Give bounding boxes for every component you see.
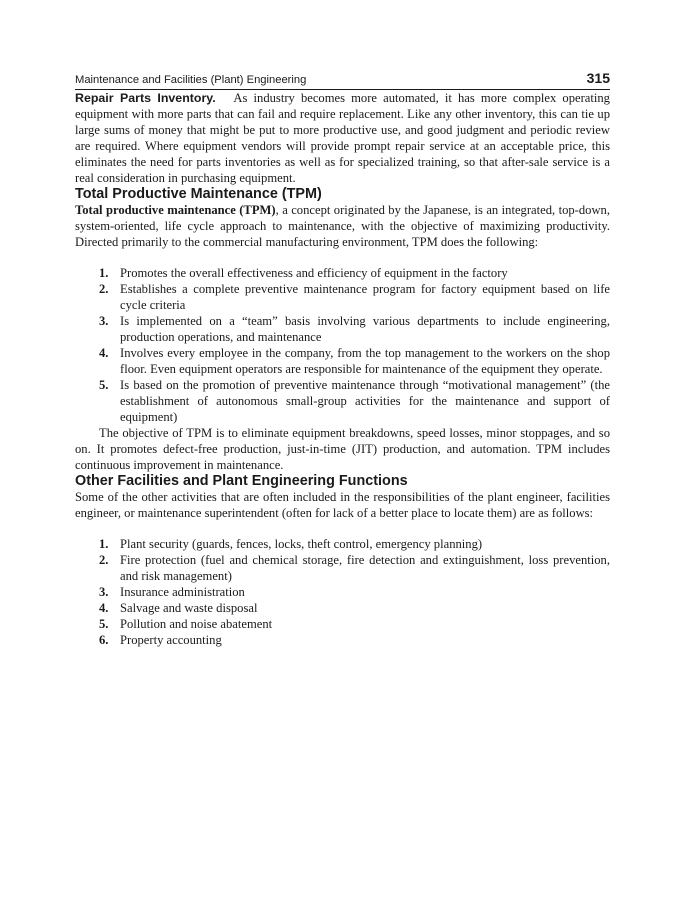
list-item [99,313,610,345]
list-item [99,345,610,377]
page-number: 315 [586,70,610,86]
list-item [99,281,610,313]
list-item [99,377,610,425]
list-item-text: Promotes the overall effectiveness and efficiency of equipment in the factory [120,266,508,280]
list-item-text: Involves every employee in the company, from the top management to the workers on the shop floor. Even equipment operators are responsible for maintenance of the equipment they operate. [120,346,610,376]
list-item [99,616,610,632]
list-item-text: Is based on the promotion of preventive maintenance through “motivational management” (the establishment of autonomous small-group activities for the maintenance and support of equipment) [120,378,610,424]
book-page [75,70,610,648]
list-item-number: 3. [99,314,109,328]
list-item-number: 2. [99,553,109,567]
list-item-text: Pollution and noise abatement [120,617,273,631]
running-header [75,70,610,90]
list-item-text: Fire protection (fuel and chemical storage, fire detection and extinguishment, loss prevention, and risk management) [120,553,610,583]
list-item-number: 3. [99,585,109,599]
list-item [99,265,610,281]
other-functions-heading: Other Facilities and Plant Engineering Functions [75,473,408,489]
list-item [99,536,610,552]
list-item-number: 1. [99,266,109,280]
tpm-section-heading: Total Productive Maintenance (TPM) [75,186,322,202]
tpm-intro-text: , a concept originated by the Japanese, is an integrated, top-down, system-oriented, life cycle approach to maintenance, with the objective of maximizing productivity. Directed primarily to the commercial manufacturing environment, TPM does the following: [75,203,610,249]
tpm-list [75,265,610,425]
list-item-text: Property accounting [120,633,222,647]
list-item-number: 4. [99,346,109,360]
list-item-number: 5. [99,378,109,392]
other-functions-intro: Some of the other activities that are often included in the responsibilities of the plant engineer, facilities engineer, or maintenance superintendent (often for lack of a better place to locate them) are as follows: [75,490,610,520]
list-item-text: Salvage and waste disposal [120,601,258,615]
list-item-number: 1. [99,537,109,551]
list-item [99,632,610,648]
list-item-text: Insurance administration [120,585,245,599]
tpm-defined-term: Total productive maintenance (TPM) [75,203,276,217]
tpm-objective-paragraph: The objective of TPM is to eliminate equipment breakdowns, speed losses, minor stoppages, and so on. It promotes defect-free production, just-in-time (JIT) production, and automation. TPM includes continuous improvement in maintenance. [75,426,610,472]
list-item-text: Plant security (guards, fences, locks, theft control, emergency planning) [120,537,483,551]
list-item-number: 2. [99,282,109,296]
list-item-number: 4. [99,601,109,615]
tpm-intro-paragraph [75,202,610,250]
other-functions-list [75,536,610,648]
list-item [99,552,610,584]
list-item [99,584,610,600]
repair-parts-runin-heading: Repair Parts Inventory. [75,91,216,105]
repair-parts-text: As industry becomes more automated, it has more complex operating equipment with more parts that can fail and require replacement. Like any other inventory, this can tie up large sums of money that might be put to more productive use, and good judgment and periodic review are required. Where equipment vendors will provide prompt repair service at an acceptable price, this eliminates the need for parts inventories as well as for specialized training, so that after-sale service is a real consideration in purchasing equipment. [75,91,610,185]
list-item-text: Is implemented on a “team” basis involving various departments to include engineering, production operations, and maintenance [120,314,610,344]
list-item-number: 6. [99,633,109,647]
list-item-number: 5. [99,617,109,631]
repair-parts-paragraph [75,90,610,186]
list-item-text: Establishes a complete preventive maintenance program for factory equipment based on life cycle criteria [120,282,610,312]
list-item [99,600,610,616]
running-title: Maintenance and Facilities (Plant) Engineering [75,74,307,86]
